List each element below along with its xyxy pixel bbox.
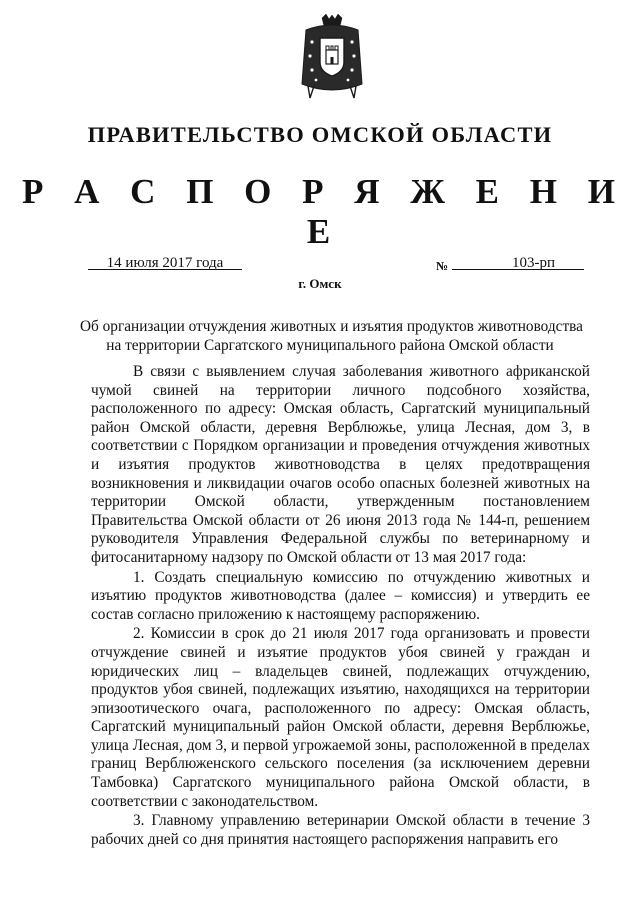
document-body — [91, 363, 590, 849]
document-date: 14 июля 2017 года — [88, 256, 242, 270]
number-label: № — [436, 259, 449, 273]
document-number-field — [452, 256, 584, 270]
preamble-paragraph: В связи с выявлением случая заболевания животного африканской чумой свиней на территории личного подсобного хозяйства, расположенного по адресу: Омская область, Саргатский муниципальный район Омской области, деревня Верблюжье, улица Лесная, дом 3, в соответствии с Порядком организации и проведения отчуждения животных и изъятия продуктов животноводства в целях предотвращения возникновения и ликвидации очагов особо опасных болезней животных на территории Омской области, утвержденным постановлением Правительства Омской области от 26 июня 2013 года № 144-п, решением руководителя Управления Федеральной службы по ветеринарному и фитосанитарному надзору по Омской области от 13 мая 2017 года: — [91, 363, 590, 566]
organization-title: ПРАВИТЕЛЬСТВО ОМСКОЙ ОБЛАСТИ — [87, 122, 553, 147]
item-2-paragraph: 2. Комиссии в срок до 21 июля 2017 года организовать и провести отчуждение свиней и изъятие продуктов убоя свиней у граждан и юридических лиц – владельцев свиней, подлежащих отчуждению, продуктов убоя свиней, подлежащих изъятию, находящихся на территории эпизоотического очага, расположенного по адресу: Омская область, Саргатский муниципальный район Омской области, деревня Верблюжье, улица Лесная, дом 3, и первой угрожаемой зоны, расположенной в пределах границ Верблюженского сельского поселения (за исключением деревни Тамбовка) Саргатского муниципального района Омской области, в соответствии с законодательством. — [91, 625, 590, 810]
coat-of-arms-emblem — [298, 14, 366, 102]
city-label: г. Омск — [298, 276, 342, 291]
document-number: 103-рп — [512, 255, 556, 271]
item-3-paragraph: 3. Главному управлению ветеринарии Омской области в течение 3 рабочих дней со дня принятия настоящего распоряжения направить его — [91, 812, 590, 848]
document-subject — [80, 317, 583, 355]
subject-line-1: Об организации отчуждения животных и изъятия продуктов животноводства — [80, 318, 583, 335]
item-1-paragraph: 1. Создать специальную комиссию по отчуждению животных и изъятию продуктов животноводства (далее – комиссия) и утвердить ее состав согласно приложению к настоящему распоряжению. — [91, 568, 590, 623]
document-type-title: Р А С П О Р Я Ж Е Н И Е — [22, 172, 626, 251]
subject-line-2: на территории Саргатского муниципального района Омской области — [106, 337, 554, 354]
